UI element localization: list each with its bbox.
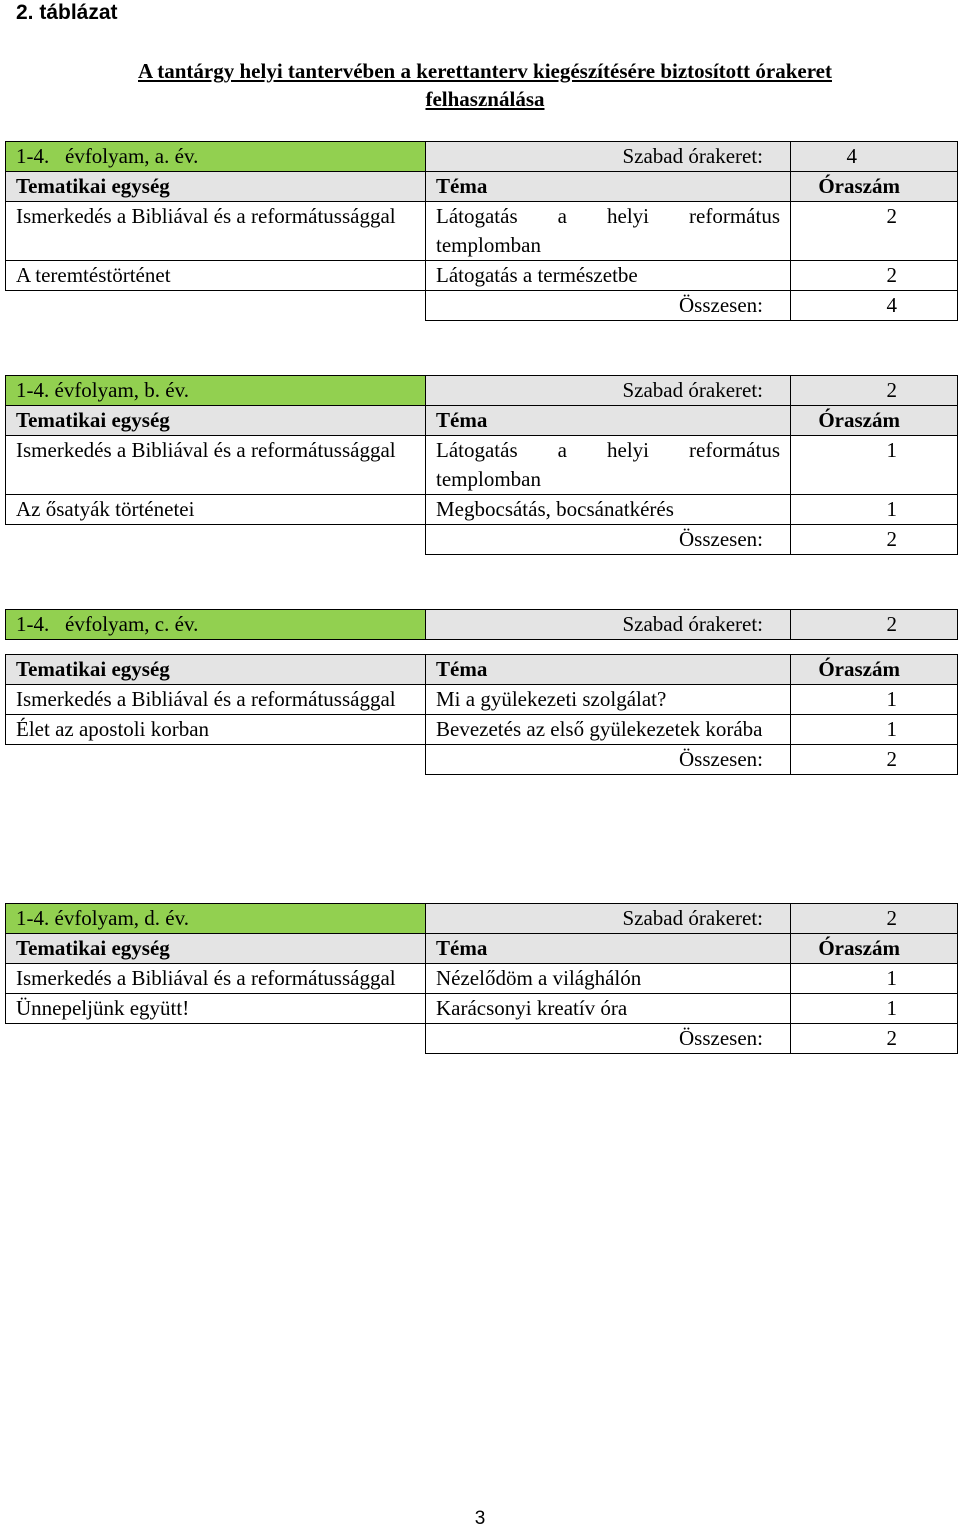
topic-cell: Látogatás a helyi református templomban <box>426 202 791 261</box>
grade-label: 1-4. évfolyam, c. év. <box>6 610 426 640</box>
free-hours-label: Szabad órakeret: <box>426 142 791 172</box>
total-row <box>6 1024 958 1054</box>
table-row <box>6 202 958 261</box>
topic-cell: Karácsonyi kreatív óra <box>426 994 791 1024</box>
free-hours-label: Szabad órakeret: <box>426 904 791 934</box>
total-row <box>6 525 958 555</box>
table-header-row <box>6 904 958 934</box>
table-row <box>6 715 958 745</box>
hours-cell: 2 <box>791 261 958 291</box>
total-value: 2 <box>791 1024 958 1054</box>
table-header-row <box>6 142 958 172</box>
unit-cell: A teremtéstörténet <box>6 261 426 291</box>
unit-column-header: Tematikai egység <box>6 655 426 685</box>
hours-column-header: Óraszám <box>791 655 958 685</box>
hours-cell: 2 <box>791 202 958 261</box>
total-row <box>6 745 958 775</box>
unit-cell: Ismerkedés a Bibliával és a reformátussággal <box>6 436 426 495</box>
page-number: 3 <box>474 1508 486 1529</box>
column-header-row <box>6 172 958 202</box>
table-row <box>6 685 958 715</box>
free-hours-value: 2 <box>791 904 958 934</box>
spacer-row <box>6 640 958 655</box>
total-value: 4 <box>791 291 958 321</box>
title-line-2: felhasználása <box>425 87 545 111</box>
column-header-row <box>6 934 958 964</box>
hours-column-header: Óraszám <box>791 172 958 202</box>
table-header-row <box>6 610 958 640</box>
table-row <box>6 261 958 291</box>
unit-cell: Ünnepeljünk együtt! <box>6 994 426 1024</box>
topic-cell: Látogatás a természetbe <box>426 261 791 291</box>
total-value: 2 <box>791 525 958 555</box>
unit-cell: Ismerkedés a Bibliával és a reformátussággal <box>6 202 426 261</box>
total-value: 2 <box>791 745 958 775</box>
total-label: Összesen: <box>426 525 791 555</box>
total-label: Összesen: <box>426 745 791 775</box>
topic-cell: Megbocsátás, bocsánatkérés <box>426 495 791 525</box>
total-row <box>6 291 958 321</box>
table-row <box>6 994 958 1024</box>
grade-label: 1-4. évfolyam, b. év. <box>6 376 426 406</box>
hours-table-a <box>5 141 958 321</box>
table-row <box>6 436 958 495</box>
free-hours-label: Szabad órakeret: <box>426 376 791 406</box>
table-row <box>6 495 958 525</box>
free-hours-label: Szabad órakeret: <box>426 610 791 640</box>
total-label: Összesen: <box>426 291 791 321</box>
hours-table-b <box>5 375 958 555</box>
hours-column-header: Óraszám <box>791 406 958 436</box>
topic-column-header: Téma <box>426 934 791 964</box>
hours-cell: 1 <box>791 715 958 745</box>
topic-column-header: Téma <box>426 172 791 202</box>
hours-cell: 1 <box>791 685 958 715</box>
grade-label: 1-4. évfolyam, d. év. <box>6 904 426 934</box>
hours-cell: 1 <box>791 964 958 994</box>
topic-cell: Nézelődöm a világhálón <box>426 964 791 994</box>
column-header-row <box>6 655 958 685</box>
unit-cell: Ismerkedés a Bibliával és a reformátussággal <box>6 685 426 715</box>
topic-cell: Bevezetés az első gyülekezetek korába <box>426 715 791 745</box>
document-title <box>60 57 910 113</box>
topic-column-header: Téma <box>426 406 791 436</box>
column-header-row <box>6 406 958 436</box>
unit-cell: Az ősatyák történetei <box>6 495 426 525</box>
unit-cell: Élet az apostoli korban <box>6 715 426 745</box>
title-line-1: A tantárgy helyi tantervében a kerettanterv kiegészítésére biztosított órakeret <box>138 59 832 83</box>
free-hours-value: 2 <box>791 376 958 406</box>
topic-cell: Mi a gyülekezeti szolgálat? <box>426 685 791 715</box>
topic-column-header: Téma <box>426 655 791 685</box>
hours-cell: 1 <box>791 495 958 525</box>
grade-label: 1-4. évfolyam, a. év. <box>6 142 426 172</box>
hours-cell: 1 <box>791 436 958 495</box>
unit-column-header: Tematikai egység <box>6 172 426 202</box>
unit-column-header: Tematikai egység <box>6 934 426 964</box>
hours-cell: 1 <box>791 994 958 1024</box>
free-hours-value: 2 <box>791 610 958 640</box>
unit-column-header: Tematikai egység <box>6 406 426 436</box>
hours-table-d <box>5 903 958 1054</box>
table-row <box>6 964 958 994</box>
unit-cell: Ismerkedés a Bibliával és a reformátussággal <box>6 964 426 994</box>
hours-column-header: Óraszám <box>791 934 958 964</box>
total-label: Összesen: <box>426 1024 791 1054</box>
table-header-row <box>6 376 958 406</box>
free-hours-value: 4 <box>791 142 958 172</box>
table-caption: 2. táblázat <box>16 1 118 24</box>
topic-cell: Látogatás a helyi református templomban <box>426 436 791 495</box>
hours-table-c <box>5 609 958 775</box>
